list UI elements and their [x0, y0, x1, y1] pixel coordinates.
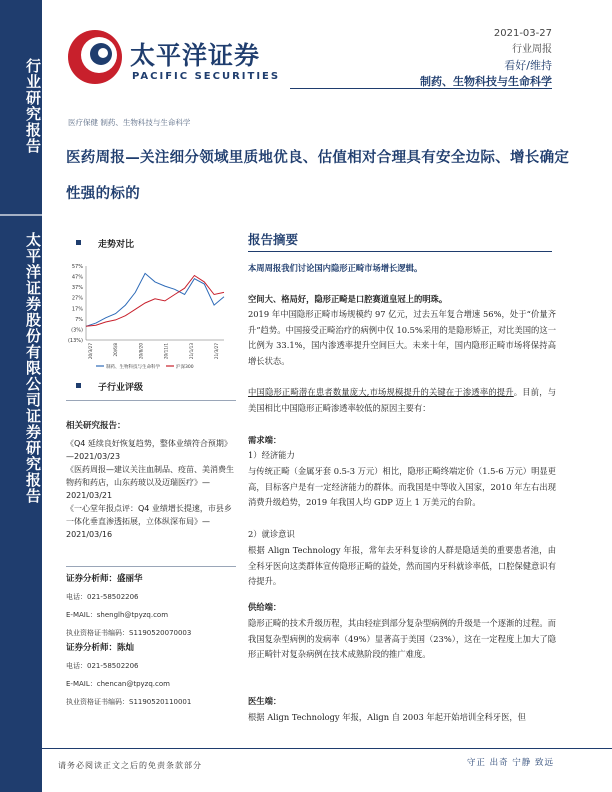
demand-item-1-text: 与传统正畸（金属牙套 0.5-3 万元）相比，隐形正畸终端定价（1.5-6 万元）明显更高，目标客户是有一定经济能力的群体。而我国是中等收入国家，2010 年左右出现消费升级趋势，2019 年我国人均 GDP 迈上 1 万美元的台阶。	[248, 466, 556, 507]
analyst-cert: 执业资格证书编码：S1190520070003	[66, 629, 192, 637]
header-rule	[290, 88, 552, 89]
report-date: 2021-03-27	[493, 28, 552, 39]
point-2-text	[248, 385, 556, 416]
related-item[interactable]: 《医药周报—建议关注血制品、疫苗、美消费生物药和药店，山东药玻以及迈瑞医疗》—2021/03/21	[66, 465, 234, 500]
analyst-cert: 执业资格证书编码：S1190520110001	[66, 698, 192, 706]
sidebar-report-type: 行业研究报告	[24, 58, 42, 154]
x-tick-label: 20/3/27	[88, 343, 93, 360]
sub-rating-bullet-icon	[76, 383, 81, 388]
analyst-1	[66, 573, 236, 640]
footer-rule	[40, 748, 612, 749]
sub-rating-heading: 子行业评级	[98, 383, 144, 393]
breadcrumb: 医疗保健 制药、生物科技与生命科学	[68, 118, 191, 127]
legend-label: 制药、生物科技与生命科学	[106, 365, 160, 370]
legend-label: 沪深300	[176, 365, 194, 370]
logo-chinese-name: 太平洋证券	[130, 41, 261, 70]
abstract-title: 报告摘要	[248, 232, 299, 247]
demand-item-2: 2）就诊意识	[248, 529, 295, 539]
left-divider-2	[66, 566, 236, 567]
related-item[interactable]: 《Q4 延续良好恢复趋势，整体业绩符合预期》—2021/03/23	[66, 439, 232, 461]
sidebar-company: 太平洋证券股份有限公司证券研究报告	[24, 232, 42, 504]
y-tick-label: 47%	[71, 274, 83, 281]
trend-chart	[64, 258, 230, 372]
footer-disclaimer[interactable]: 请务必阅读正文之后的免责条款部分	[58, 761, 202, 770]
point-2-rest: 。目前，与美国相比中国隐形正畸渗透率较低的原因主要有：	[248, 387, 556, 413]
analyst-2	[66, 642, 236, 709]
point-1-text: 2019 年中国隐形正畸市场规模约 97 亿元，过去五年复合增速 56%，处于“价量齐升”趋势。中国接受正畸治疗的病例中仅 10.5%采用的是隐形矫正，对比美国的这一比例为 33.1%，国内渗透率提升空间巨大。未来十年，国内隐形正畸市场将保持高增长状态。	[248, 309, 556, 366]
industry-rating: 看好/维持	[504, 59, 552, 72]
analyst-email[interactable]: E-MAIL：shenglh@tpyzq.com	[66, 611, 169, 619]
doctor-heading: 医生端：	[248, 696, 282, 706]
footer-motto: 守正 出奇 宁静 致远	[466, 758, 554, 768]
company-logo	[66, 28, 346, 88]
x-tick-label: 20/8/20	[138, 343, 144, 360]
demand-heading: 需求端：	[248, 435, 282, 445]
supply-heading: 供给端：	[248, 602, 282, 612]
y-tick-label: 7%	[75, 316, 83, 323]
x-tick-label: 21/3/27	[214, 343, 219, 360]
point-2-underlined: 中国隐形正畸潜在患者数量庞大,市场规模提升的关键在于渗透率的提升	[248, 387, 514, 397]
left-sidebar	[0, 0, 42, 792]
analyst-name: 证券分析师：陈灿	[66, 643, 135, 653]
abstract-rule	[248, 251, 552, 252]
x-tick-label: 20/6/8	[113, 343, 119, 357]
analyst-phone: 电话：021-58502206	[66, 593, 139, 601]
y-tick-label: (13%)	[67, 338, 83, 344]
y-tick-label: 17%	[71, 306, 83, 313]
y-tick-label: 27%	[71, 295, 83, 302]
demand-item-1: 1）经济能力	[248, 450, 295, 460]
y-tick-label: 37%	[71, 285, 83, 292]
y-tick-label: (3%)	[71, 327, 83, 334]
related-heading: 相关研究报告：	[66, 421, 126, 431]
logo-english-name: PACIFIC SECURITIES	[132, 71, 281, 82]
y-tick-label: 57%	[71, 264, 83, 270]
header-meta	[420, 26, 552, 90]
analyst-phone: 电话：021-58502206	[66, 662, 139, 670]
x-tick-label: 21/1/13	[188, 343, 194, 360]
analyst-email[interactable]: E-MAIL：chencan@tpyzq.com	[66, 680, 170, 688]
supply-text: 隐形正畸的技术升级历程，其由轻症到部分复杂型病例的升级是一个逐渐的过程。而我国复杂型病例的发病率（49%）显著高于美国（23%），这在一定程度上加大了隐形正畸针对复杂病例在技术成熟阶段的推广难度。	[248, 618, 556, 659]
analyst-name: 证券分析师：盛丽华	[66, 574, 143, 584]
sidebar-divider	[0, 214, 42, 216]
demand-item-2-text: 根据 Align Technology 年报，常年去牙科复诊的人群是隐适美的重要患者池，由全科牙医向这类群体宣传隐形正畸的益处，然而国内牙科就诊率低，口腔保健意识有待提升。	[248, 545, 556, 586]
trend-chart-svg	[64, 258, 230, 372]
related-reports	[66, 420, 236, 541]
left-divider-1	[66, 400, 236, 401]
logo-mark-icon	[66, 28, 124, 86]
x-tick-label: 20/11/1	[163, 343, 169, 360]
industry-sector: 制药、生物科技与生命科学	[420, 75, 552, 88]
report-title: 医药周报—关注细分领域里质地优良、估值相对合理具有安全边际、增长确定性强的标的	[66, 149, 570, 202]
trend-bullet-icon	[76, 240, 81, 245]
report-type: 行业周报	[512, 44, 552, 55]
doctor-text: 根据 Align Technology 年报，Align 自 2003 年起开始培训全科牙医，但	[248, 712, 526, 722]
related-item[interactable]: 《一心堂年报点评：Q4 业绩增长提速，市县乡一体化垂直渗透拓展，立体纵深布局》—2021/03/16	[66, 504, 232, 539]
trend-heading: 走势对比	[98, 240, 135, 250]
point-1-heading: 空间大、格局好，隐形正畸是口腔赛道皇冠上的明珠。	[248, 294, 448, 304]
abstract-lead: 本周周报我们讨论国内隐形正畸市场增长逻辑。	[248, 263, 423, 273]
